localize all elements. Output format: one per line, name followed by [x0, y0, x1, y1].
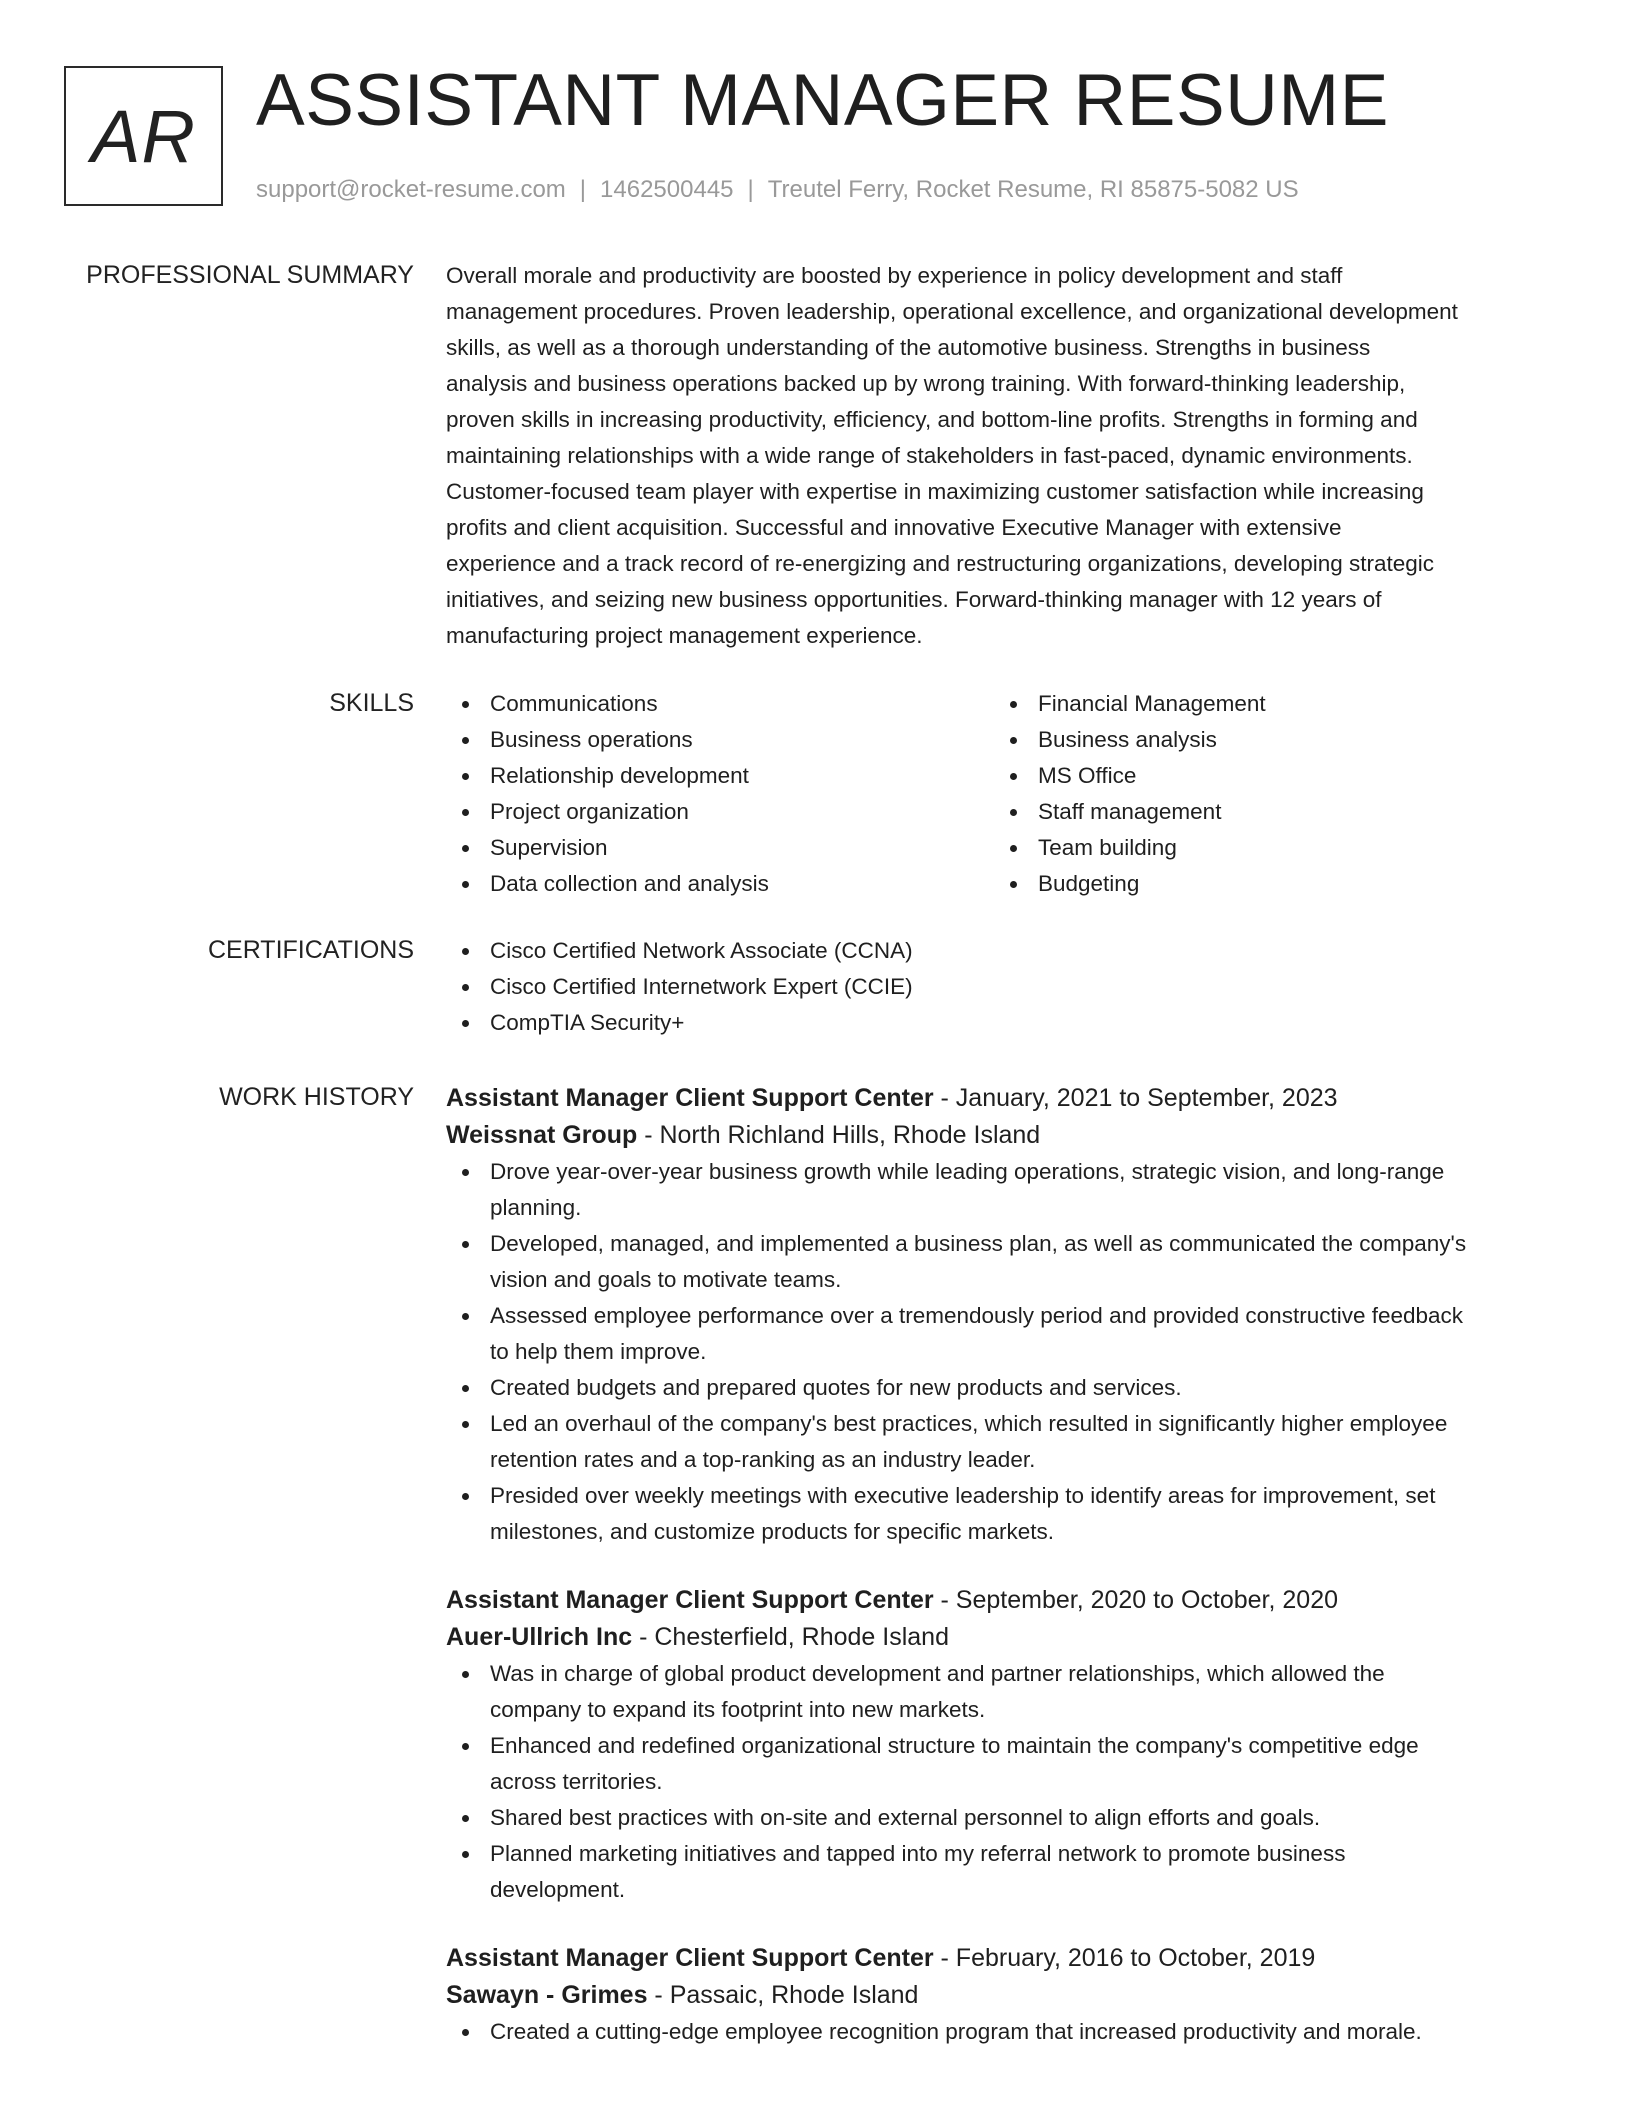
section-label-skills: SKILLS — [329, 689, 414, 717]
job-bullet — [446, 1478, 1562, 1550]
skill-item: Staff management — [994, 794, 1542, 830]
summary-line: Customer-focused team player with expertise in maximizing customer satisfaction while increasing — [446, 479, 1424, 504]
job-bullet — [446, 1836, 1562, 1908]
contact-separator: | — [579, 176, 587, 203]
job-company-line — [446, 1619, 1562, 1656]
certification-item: CompTIA Security+ — [446, 1005, 1562, 1041]
job-bullet-line: Shared best practices with on-site and external personnel to align efforts and goals. — [490, 1805, 1321, 1830]
job-bullet-line: Was in charge of global product development and partner relationships, which allowed the — [490, 1661, 1385, 1686]
job-dates: - September, 2020 to October, 2020 — [933, 1586, 1339, 1614]
monogram-text: AR — [91, 94, 196, 178]
job-bullet-line: Developed, managed, and implemented a business plan, as well as communicated the company's — [490, 1231, 1467, 1256]
job-title-line — [446, 1582, 1562, 1619]
resume-title: ASSISTANT MANAGER RESUME — [256, 60, 1389, 141]
job-bullet-list — [446, 1154, 1562, 1550]
job-bullet — [446, 1226, 1562, 1298]
certifications-list — [446, 933, 1562, 1041]
section-label-certifications: CERTIFICATIONS — [207, 936, 414, 964]
job-dates: - February, 2016 to October, 2019 — [933, 1944, 1316, 1972]
summary-line: Overall morale and productivity are boosted by experience in policy development and staff — [446, 263, 1343, 288]
job-company: Sawayn - Grimes — [446, 1981, 648, 2009]
skill-item: Budgeting — [994, 866, 1542, 902]
skill-item: MS Office — [994, 758, 1542, 794]
skills-list-left — [446, 686, 994, 902]
job-bullet-line: Assessed employee performance over a tremendously period and provided constructive feedback — [490, 1303, 1464, 1328]
job-bullet-list — [446, 1656, 1562, 1908]
contact-email: support@rocket-resume.com — [256, 176, 566, 203]
job-location: - Chesterfield, Rhode Island — [632, 1623, 949, 1651]
job-title-line — [446, 1080, 1562, 1117]
job-entry — [446, 1582, 1562, 1908]
contact-address: Treutel Ferry, Rocket Resume, RI 85875-5082 US — [767, 176, 1299, 203]
job-dates: - January, 2021 to September, 2023 — [933, 1084, 1338, 1112]
skill-item: Team building — [994, 830, 1542, 866]
job-bullet-list — [446, 2014, 1562, 2050]
skill-item: Data collection and analysis — [446, 866, 994, 902]
skill-item: Supervision — [446, 830, 994, 866]
job-bullet — [446, 1800, 1562, 1836]
job-bullet-line: Planned marketing initiatives and tapped into my referral network to promote business — [490, 1841, 1346, 1866]
job-bullet — [446, 2014, 1562, 2050]
job-title-line — [446, 1940, 1562, 1977]
certifications-body — [446, 933, 1562, 1041]
job-bullet-line: Created a cutting-edge employee recognition program that increased productivity and morale. — [490, 2019, 1422, 2044]
job-location: - North Richland Hills, Rhode Island — [637, 1121, 1041, 1149]
job-bullet-line: Drove year-over-year business growth while leading operations, strategic vision, and long-range — [490, 1159, 1445, 1184]
job-bullet — [446, 1656, 1562, 1728]
job-bullet-line: milestones, and customize products for specific markets. — [490, 1519, 1054, 1544]
job-bullet-line: Created budgets and prepared quotes for new products and services. — [490, 1375, 1182, 1400]
job-bullet-line: across territories. — [490, 1769, 663, 1794]
skill-item: Project organization — [446, 794, 994, 830]
contact-line — [256, 174, 1299, 206]
skills-body — [446, 686, 1562, 902]
job-company: Auer-Ullrich Inc — [446, 1623, 633, 1651]
summary-text — [446, 258, 1562, 654]
job-title: Assistant Manager Client Support Center — [446, 1586, 934, 1614]
job-bullet-line: planning. — [490, 1195, 582, 1220]
job-title: Assistant Manager Client Support Center — [446, 1084, 934, 1112]
summary-line: manufacturing project management experience. — [446, 623, 923, 648]
job-bullet — [446, 1370, 1562, 1406]
summary-body — [446, 258, 1562, 654]
summary-line: proven skills in increasing productivity, efficiency, and bottom-line profits. Strengths in forming and — [446, 407, 1418, 432]
skill-item: Financial Management — [994, 686, 1542, 722]
summary-line: analysis and business operations backed up by wrong training. With forward-thinking leadership, — [446, 371, 1406, 396]
job-bullet-line: Enhanced and redefined organizational structure to maintain the company's competitive edge — [490, 1733, 1419, 1758]
job-bullet-line: company to expand its footprint into new markets. — [490, 1697, 986, 1722]
job-bullet-line: vision and goals to motivate teams. — [490, 1267, 842, 1292]
job-bullet-line: development. — [490, 1877, 626, 1902]
job-bullet-line: retention rates and a top-ranking as an industry leader. — [490, 1447, 1036, 1472]
summary-line: experience and a track record of re-energizing and restructuring organizations, developing strategic — [446, 551, 1435, 576]
skill-item: Business operations — [446, 722, 994, 758]
job-bullet — [446, 1728, 1562, 1800]
job-bullet-line: Presided over weekly meetings with executive leadership to identify areas for improvement, set — [490, 1483, 1436, 1508]
skill-item: Relationship development — [446, 758, 994, 794]
certification-item: Cisco Certified Internetwork Expert (CCIE) — [446, 969, 1562, 1005]
monogram-logo — [64, 66, 223, 206]
job-bullet — [446, 1298, 1562, 1370]
job-location: - Passaic, Rhode Island — [647, 1981, 919, 2009]
summary-line: management procedures. Proven leadership, operational excellence, and organizational development — [446, 299, 1458, 324]
contact-separator: | — [747, 176, 754, 203]
skills-list-right — [994, 686, 1542, 902]
summary-line: initiatives, and seizing new business opportunities. Forward-thinking manager with 12 years of — [446, 587, 1382, 612]
contact-phone: 1462500445 — [600, 176, 734, 203]
summary-line: profits and client acquisition. Successful and innovative Executive Manager with extensive — [446, 515, 1342, 540]
work-history-body — [446, 1080, 1562, 2050]
section-label-work-history: WORK HISTORY — [219, 1083, 414, 1111]
job-bullet-line: Led an overhaul of the company's best practices, which resulted in significantly higher employee — [490, 1411, 1448, 1436]
job-company-line — [446, 1117, 1562, 1154]
job-company-line — [446, 1977, 1562, 2014]
skill-item: Business analysis — [994, 722, 1542, 758]
job-title: Assistant Manager Client Support Center — [446, 1944, 934, 1972]
job-entry — [446, 1940, 1562, 2050]
job-entry — [446, 1080, 1562, 1550]
job-bullet-line: to help them improve. — [490, 1339, 707, 1364]
job-company: Weissnat Group — [446, 1121, 638, 1149]
summary-line: maintaining relationships with a wide range of stakeholders in fast-paced, dynamic environments. — [446, 443, 1413, 468]
job-bullet — [446, 1406, 1562, 1478]
summary-line: skills, as well as a thorough understanding of the automotive business. Strengths in business — [446, 335, 1371, 360]
certification-item: Cisco Certified Network Associate (CCNA) — [446, 933, 1562, 969]
section-label-summary: PROFESSIONAL SUMMARY — [86, 261, 414, 289]
job-bullet — [446, 1154, 1562, 1226]
skill-item: Communications — [446, 686, 994, 722]
